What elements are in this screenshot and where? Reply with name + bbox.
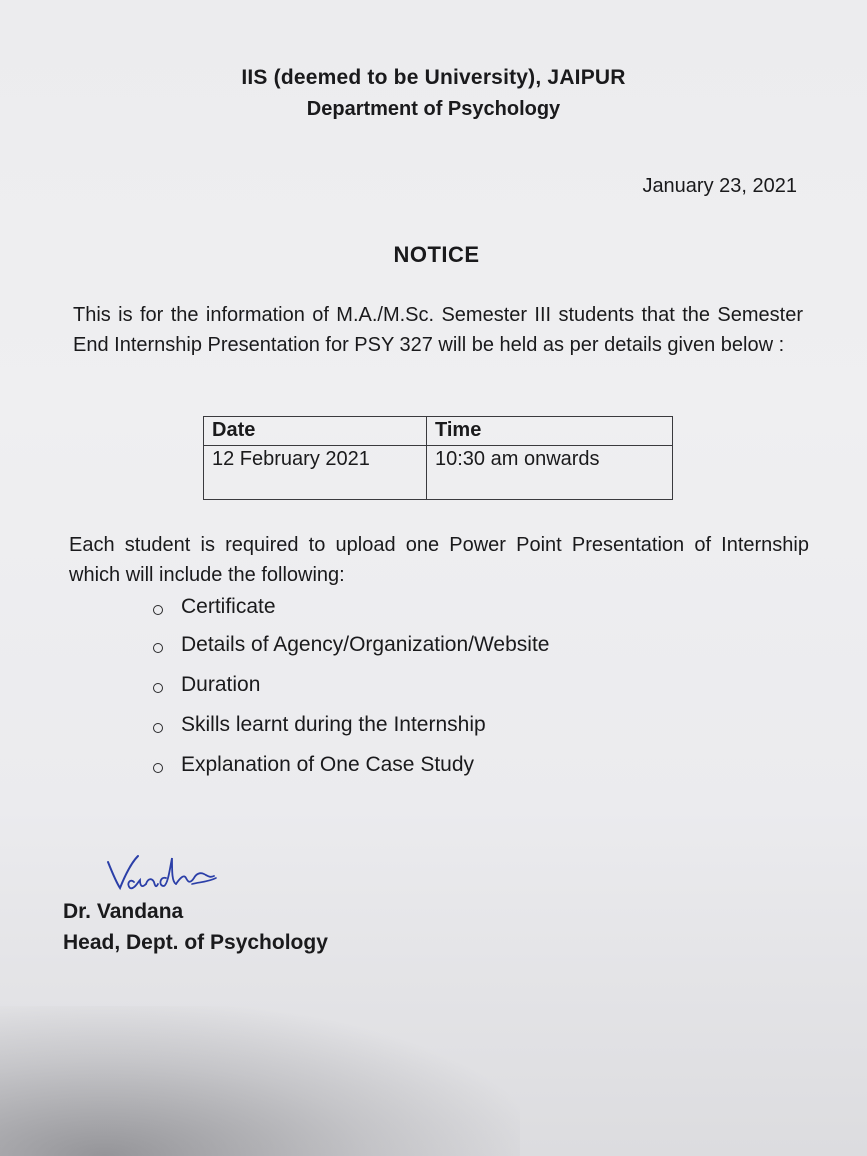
page-shadow: [0, 1006, 520, 1156]
schedule-table: [203, 416, 673, 500]
list-item-label: Explanation of One Case Study: [181, 753, 475, 776]
cell-time: 10:30 am onwards: [427, 446, 673, 500]
institution-name: IIS (deemed to be University), JAIPUR: [241, 66, 626, 89]
signature-image: [100, 848, 230, 898]
signatory-block: [63, 896, 328, 958]
cell-date: 12 February 2021: [204, 446, 427, 500]
requirement-paragraph: Each student is required to upload one Power Point Presentation of Internship which will include the following:: [69, 534, 809, 586]
bullet-icon: [153, 723, 163, 733]
intro-paragraph: This is for the information of M.A./M.Sc. Semester III students that the Semester End Internship Presentation for PSY 327 will be held as per details given below :: [73, 304, 803, 356]
schedule-header-row: [204, 417, 673, 446]
requirement-list: [153, 592, 549, 783]
header-time: Time: [427, 417, 673, 446]
signatory-designation: Head, Dept. of Psychology: [63, 931, 328, 954]
list-item-label: Certificate: [181, 595, 276, 618]
header-date: Date: [204, 417, 427, 446]
list-item-label: Duration: [181, 672, 261, 696]
list-item-label: Details of Agency/Organization/Website: [181, 633, 550, 656]
list-item: [153, 707, 549, 743]
list-item: [153, 628, 549, 662]
notice-date: January 23, 2021: [642, 175, 797, 197]
list-item: [153, 592, 549, 622]
bullet-icon: [153, 683, 163, 693]
list-item-label: Skills learnt during the Internship: [181, 713, 486, 736]
schedule-row: [204, 446, 673, 500]
department-name: Department of Psychology: [306, 98, 561, 120]
signatory-name: Dr. Vandana: [63, 900, 184, 923]
bullet-icon: [153, 605, 163, 615]
notice-title: NOTICE: [393, 242, 480, 267]
list-item: [153, 747, 549, 783]
bullet-icon: [153, 763, 163, 773]
bullet-icon: [153, 643, 163, 653]
list-item: [153, 667, 549, 702]
